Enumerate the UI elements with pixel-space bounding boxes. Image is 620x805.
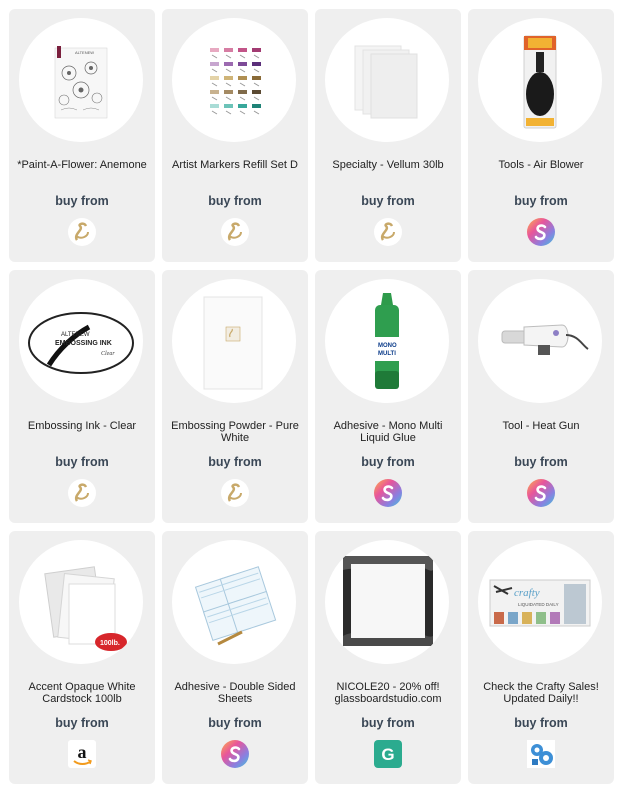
product-card[interactable] [468, 531, 614, 784]
altenew-logo-icon[interactable] [68, 479, 96, 507]
ink-brand-text: EMBOSSING INK [55, 340, 112, 347]
product-card[interactable] [9, 531, 155, 784]
embossing-powder-packet-image [172, 279, 296, 403]
product-title[interactable]: NICOLE20 - 20% off! glassboardstudio.com [334, 681, 442, 705]
product-image-frame[interactable] [19, 540, 143, 664]
buy-from-label: buy from [208, 716, 262, 730]
product-image-frame[interactable] [172, 540, 296, 664]
vellum-sheets-image [325, 18, 449, 142]
product-image-frame[interactable] [172, 279, 296, 403]
crafty-sales-banner-image [478, 540, 602, 664]
altenew-brand-text: ALTENEW [75, 50, 95, 55]
product-title[interactable]: Tool - Heat Gun [502, 420, 580, 432]
glue-multi-text: MULTI [378, 351, 396, 357]
flower-stamp-set-image [19, 18, 143, 142]
buy-from-label: buy from [55, 716, 109, 730]
product-card[interactable] [162, 270, 308, 523]
product-card[interactable] [468, 270, 614, 523]
amazon-logo-icon[interactable] [68, 740, 96, 768]
buy-from-label: buy from [55, 194, 109, 208]
altenew-logo-icon[interactable] [374, 218, 402, 246]
product-image-frame[interactable] [325, 279, 449, 403]
buy-from-label: buy from [55, 455, 109, 469]
product-card[interactable] [315, 9, 461, 262]
banner-crafty-text: crafty [514, 587, 540, 599]
altenew-logo-icon[interactable] [68, 218, 96, 246]
heat-gun-image [478, 279, 602, 403]
product-image-frame[interactable] [19, 279, 143, 403]
product-title[interactable]: Accent Opaque White Cardstock 100lb [28, 681, 136, 705]
buy-from-label: buy from [208, 194, 262, 208]
product-image-frame[interactable] [478, 18, 602, 142]
product-title[interactable]: Embossing Ink - Clear [27, 420, 137, 432]
scrapbook-logo-icon[interactable] [527, 479, 555, 507]
buy-from-label: buy from [361, 455, 415, 469]
product-image-frame[interactable] [325, 18, 449, 142]
adhesive-sheets-image [172, 540, 296, 664]
product-image-frame[interactable] [19, 18, 143, 142]
cardstock-pack-image [19, 540, 143, 664]
glass-mat-image [325, 540, 449, 664]
product-title[interactable]: Embossing Powder - Pure White [171, 420, 299, 444]
buy-from-label: buy from [514, 455, 568, 469]
glue-bottle-image [325, 279, 449, 403]
product-image-frame[interactable] [172, 18, 296, 142]
glassboard-letter-text: G [381, 745, 395, 764]
glassboard-logo-icon[interactable] [374, 740, 402, 768]
product-title[interactable]: Check the Crafty Sales! Updated Daily!! [483, 681, 599, 705]
product-title[interactable]: Adhesive - Mono Multi Liquid Glue [333, 420, 443, 444]
product-image-frame[interactable] [325, 540, 449, 664]
scrapbook-logo-icon[interactable] [527, 218, 555, 246]
product-grid [9, 9, 614, 784]
product-image-frame[interactable] [478, 279, 602, 403]
product-title[interactable]: Artist Markers Refill Set D [172, 159, 298, 171]
ink-clear-text: Clear [101, 351, 115, 357]
buy-from-label: buy from [514, 716, 568, 730]
product-title[interactable]: *Paint-A-Flower: Anemone [17, 159, 147, 171]
scrapbook-logo-icon[interactable] [374, 479, 402, 507]
product-card[interactable] [315, 270, 461, 523]
product-title[interactable]: Tools - Air Blower [498, 159, 584, 171]
buy-from-label: buy from [514, 194, 568, 208]
banner-sub-text: LIQUIDATED DAILY [518, 602, 559, 607]
amazon-letter-text: a [77, 742, 87, 762]
product-card[interactable] [162, 9, 308, 262]
altenew-brand-text: ALTENEW [61, 332, 90, 338]
altenew-logo-icon[interactable] [221, 218, 249, 246]
altenew-logo-icon[interactable] [221, 479, 249, 507]
cardstock-badge-text: 100lb. [100, 640, 120, 647]
buy-from-label: buy from [208, 455, 262, 469]
buy-from-label: buy from [361, 716, 415, 730]
product-card[interactable] [468, 9, 614, 262]
product-title[interactable]: Specialty - Vellum 30lb [332, 159, 444, 171]
product-card[interactable] [315, 531, 461, 784]
product-image-frame[interactable] [478, 540, 602, 664]
scrapbook-logo-icon[interactable] [221, 740, 249, 768]
glue-brand-text: MONO [378, 343, 397, 349]
air-blower-image [478, 18, 602, 142]
product-title[interactable]: Adhesive - Double Sided Sheets [174, 681, 296, 705]
marker-refills-image [172, 18, 296, 142]
embossing-ink-pad-image [19, 279, 143, 403]
buy-from-label: buy from [361, 194, 415, 208]
product-card[interactable] [9, 270, 155, 523]
product-card[interactable] [162, 531, 308, 784]
crafty-sales-logo-icon[interactable] [527, 740, 555, 768]
product-card[interactable] [9, 9, 155, 262]
